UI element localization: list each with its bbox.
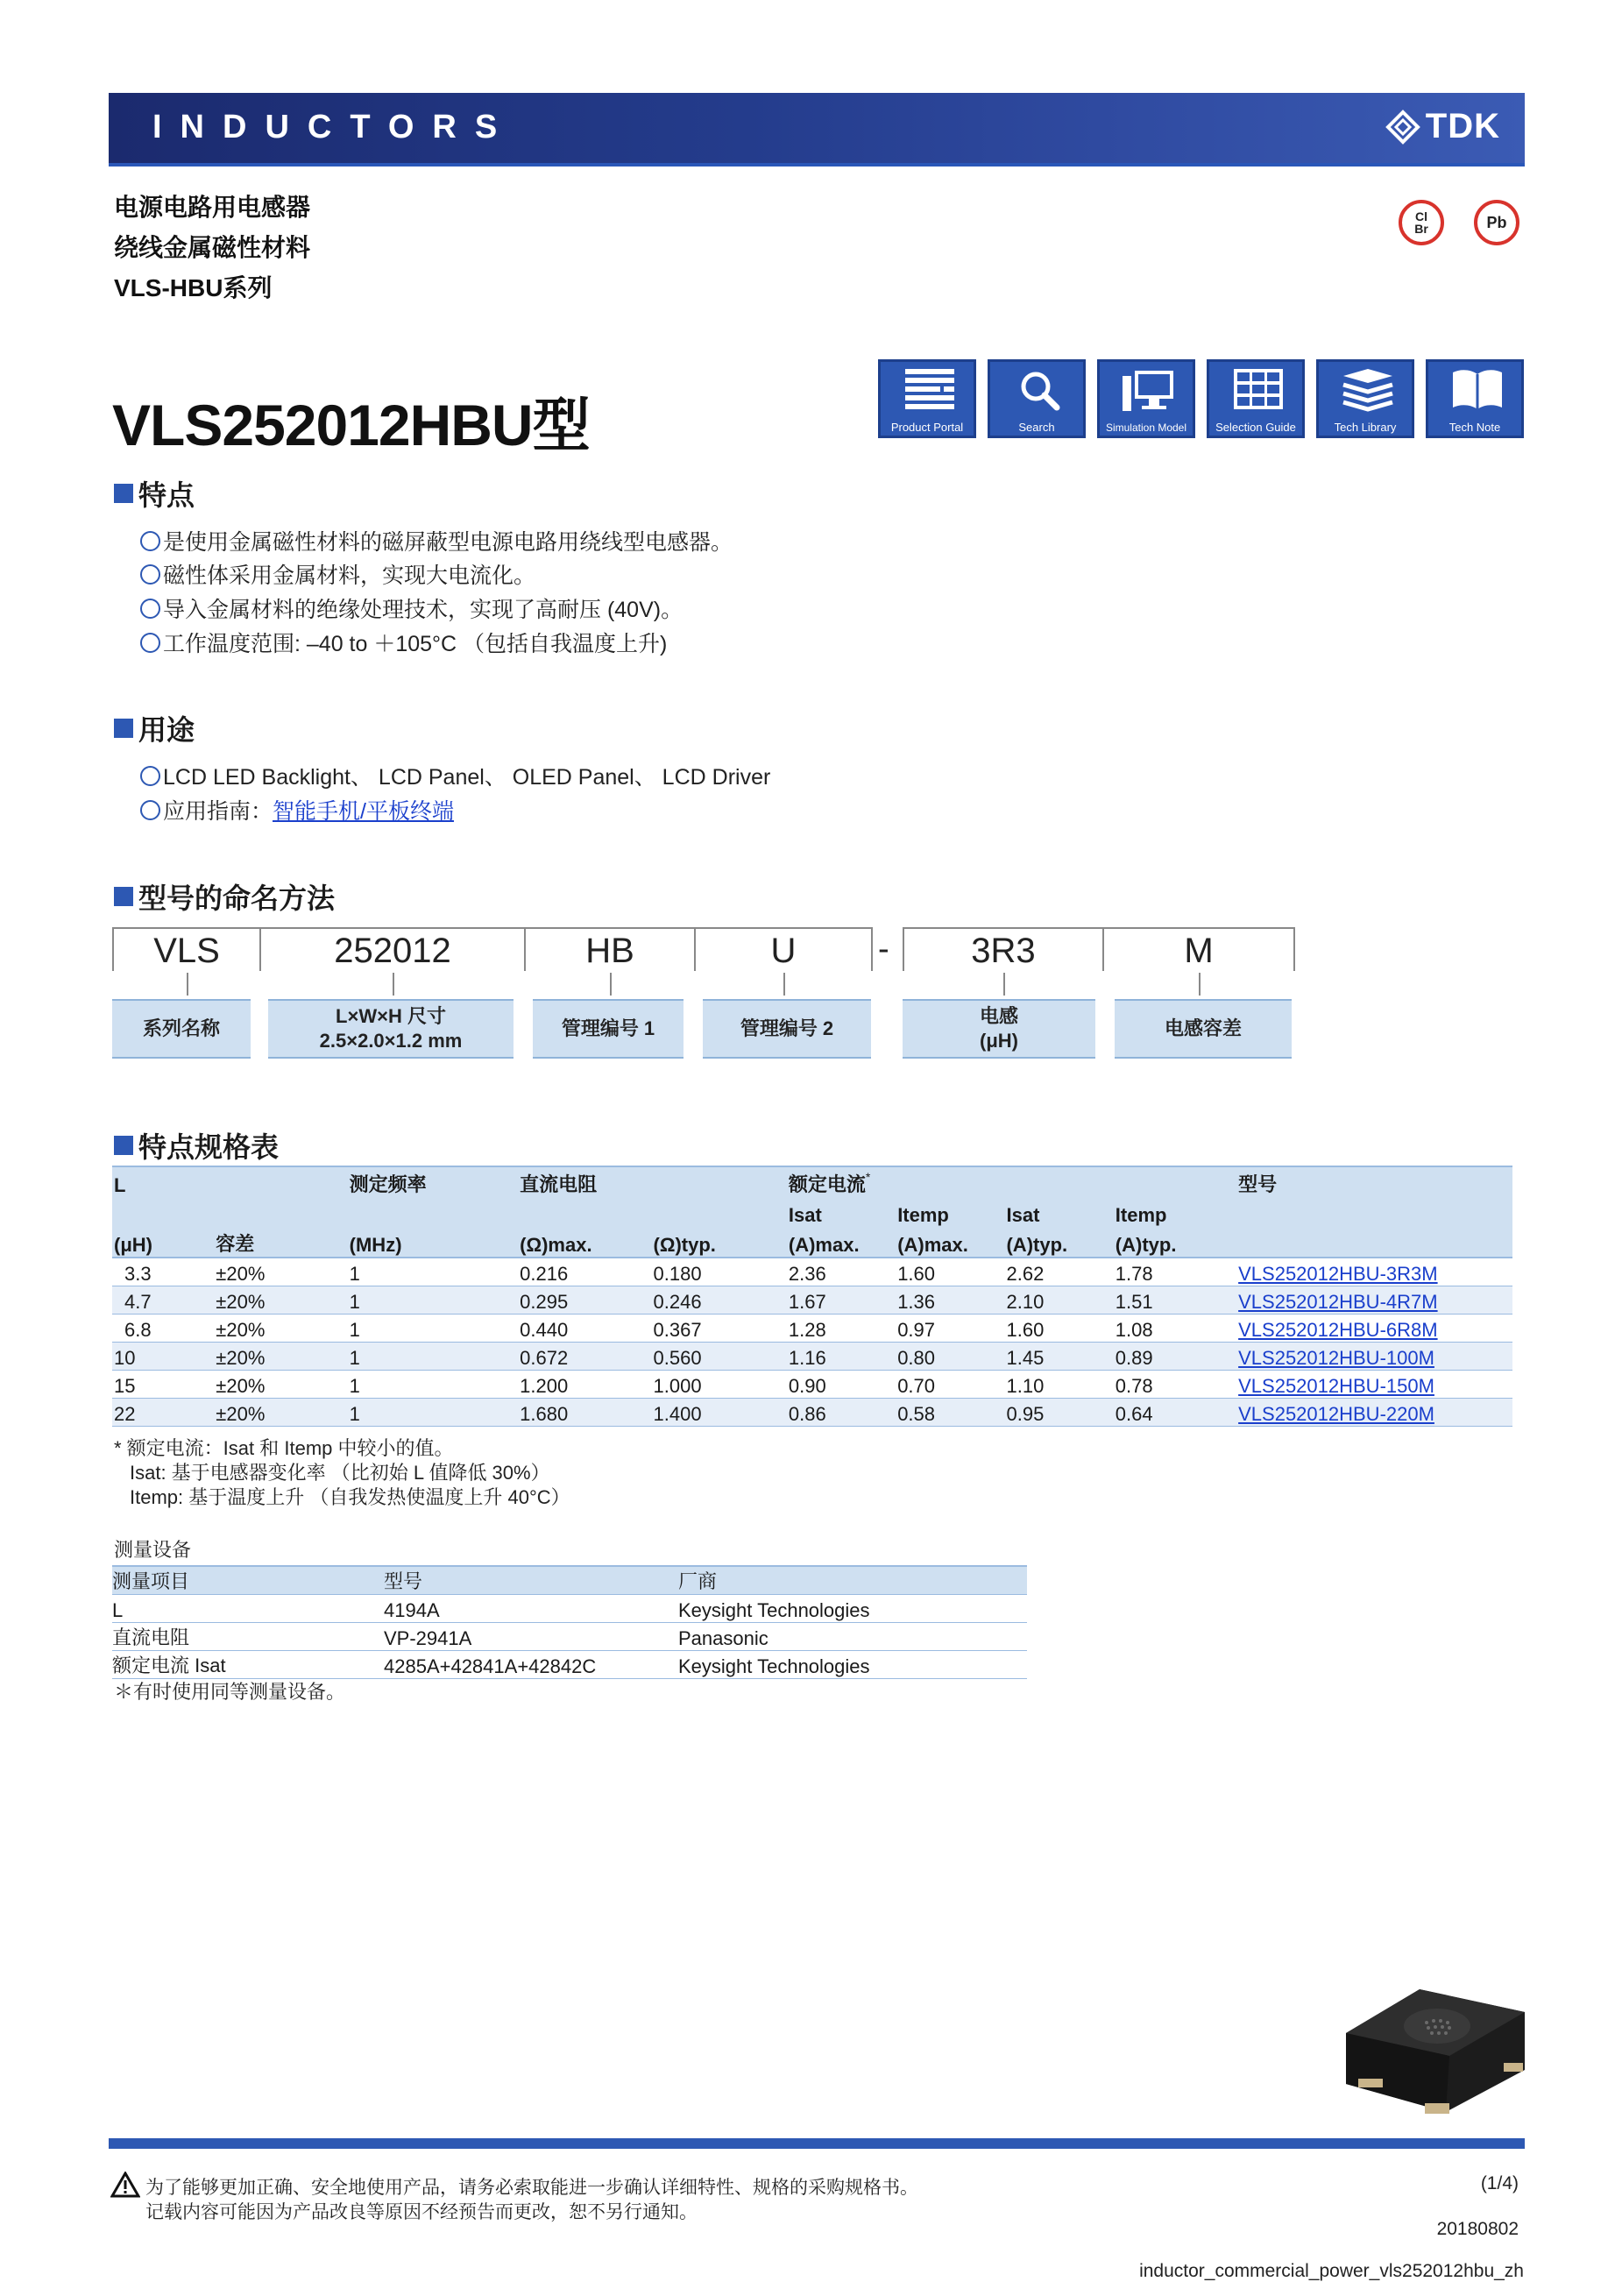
unit-a-typ: (A)typ. [1114,1227,1236,1258]
cell-dcr-max: 1.200 [518,1371,651,1399]
cell-itemp-max: 0.70 [896,1371,1004,1399]
features-heading [114,473,195,514]
cell-model: VP-2941A [384,1623,678,1651]
cell-part [1236,1399,1512,1427]
halogen-cl-text: Cl [1415,209,1427,223]
cell-dcr-typ: 0.246 [652,1286,787,1315]
search-icon [1013,367,1066,413]
cell-freq: 1 [348,1286,518,1315]
naming-label-code2 [703,999,871,1059]
tech-library-icon [1342,367,1394,413]
cell-model: 4194A [384,1595,678,1623]
cell-dcr-max: 0.672 [518,1343,651,1371]
naming-label-series [112,999,251,1059]
naming-part-text: U [770,932,797,970]
cell-part [1236,1315,1512,1343]
naming-label-text: 电感 [979,1005,1018,1027]
footer-warning-2: 记载内容可能因为产品改良等原因不经预告而更改，恕不另行通知。 [145,2202,698,2222]
spec-note: * 额定电流：Isat 和 Itemp 中较小的值。 [114,1437,454,1459]
tdk-logo-icon [1385,110,1420,145]
cell-itemp-max: 1.60 [896,1258,1004,1286]
rated-current-text: 额定电流 [788,1173,866,1195]
cell-isat-max: 0.90 [787,1371,896,1399]
measurement-table [112,1565,1027,1679]
applications-heading [114,708,195,748]
cell-isat-max: 1.67 [787,1286,896,1315]
naming-part-code1 [524,927,696,971]
spec-header-row [112,1166,1512,1197]
naming-label-text: 系列名称 [142,1017,220,1039]
cell-item: 直流电阻 [112,1623,384,1651]
part-number-link[interactable]: VLS252012HBU-100M [1238,1347,1434,1369]
naming-title: 型号的命名方法 [138,882,336,914]
cell-l: 4.7 [112,1286,214,1315]
application-item [140,760,770,791]
cell-l: 15 [112,1371,214,1399]
naming-tick [187,973,188,996]
naming-part-inductance [903,927,1104,971]
cell-freq: 1 [348,1399,518,1427]
cell-itemp-typ: 0.64 [1114,1399,1236,1427]
cell-tol: ±20% [214,1315,347,1343]
table-row [112,1595,1027,1623]
naming-label-text: 电感容差 [1164,1017,1242,1039]
cell-maker: Keysight Technologies [678,1651,1027,1679]
cell-maker: Keysight Technologies [678,1595,1027,1623]
cell-l: 22 [112,1399,214,1427]
subhead-3: VLS-HBU系列 [114,274,273,301]
lead-pb-text: Pb [1486,214,1507,231]
naming-tick [610,973,612,996]
unit-a-max: (A)max. [787,1227,896,1258]
cell-itemp-typ: 1.08 [1114,1315,1236,1343]
cell-maker: Panasonic [678,1623,1027,1651]
tdk-logo[interactable] [1385,107,1500,146]
col-isat-typ: Isat [1004,1197,1113,1227]
feature-text: 导入金属材料的绝缘处理技术，实现了高耐压 (40V)。 [163,598,684,622]
naming-label-code1 [533,999,684,1059]
tech-library-button[interactable] [1316,359,1414,438]
page-number: (1/4) [1480,2173,1519,2193]
cell-item: L [112,1595,384,1623]
inductor-product-image [1341,1972,1533,2121]
spec-title: 特点规格表 [138,1131,280,1163]
col-itemp-typ: Itemp [1114,1197,1236,1227]
unit-mhz: (MHz) [348,1227,518,1258]
cell-dcr-max: 0.440 [518,1315,651,1343]
part-number-link[interactable]: VLS252012HBU-220M [1238,1403,1434,1425]
search-button[interactable] [988,359,1086,438]
cell-itemp-typ: 1.51 [1114,1286,1236,1315]
tech-note-button[interactable] [1426,359,1524,438]
naming-part-tolerance [1102,927,1295,971]
naming-label-text: 管理编号 2 [740,1017,834,1039]
naming-tick [393,973,394,996]
warning-icon [110,2172,140,2198]
applications-title: 用途 [138,714,195,746]
unit-a-max: (A)max. [896,1227,1004,1258]
col-measure-item: 测量项目 [112,1566,384,1595]
part-number-link[interactable]: VLS252012HBU-4R7M [1238,1291,1438,1313]
unit-ohm-max: (Ω)max. [518,1227,651,1258]
naming-part-text: 252012 [334,932,451,970]
feature-text: 工作温度范围: –40 to ＋105°C （包括自我温度上升) [163,632,668,656]
naming-part-code2 [694,927,873,971]
cell-dcr-typ: 1.400 [652,1399,787,1427]
cell-freq: 1 [348,1343,518,1371]
part-number-link[interactable]: VLS252012HBU-150M [1238,1375,1434,1397]
selection-guide-icon [1232,367,1285,413]
part-number-link[interactable]: VLS252012HBU-6R8M [1238,1319,1438,1341]
cell-dcr-max: 1.680 [518,1399,651,1427]
section-square-icon [114,887,133,906]
naming-part-text: VLS [153,932,220,970]
cell-dcr-max: 0.216 [518,1258,651,1286]
rated-star: * [865,1170,871,1184]
table-row [112,1651,1027,1679]
cell-tol: ±20% [214,1286,347,1315]
cell-itemp-typ: 1.78 [1114,1258,1236,1286]
naming-tick [1003,973,1005,996]
table-row [112,1343,1512,1371]
tech-library-label: Tech Library [1334,421,1397,434]
subhead-2: 绕线金属磁性材料 [114,234,311,261]
cell-isat-max: 1.16 [787,1343,896,1371]
cell-isat-max: 0.86 [787,1399,896,1427]
cell-dcr-typ: 1.000 [652,1371,787,1399]
part-number-link[interactable]: VLS252012HBU-3R3M [1238,1263,1438,1285]
measurement-header-row [112,1566,1027,1595]
table-row [112,1286,1512,1315]
spec-note: Isat: 基于电感器变化率 （比初始 L 值降低 30%） [130,1462,550,1484]
naming-label-text: 管理编号 1 [561,1017,655,1039]
table-row [112,1371,1512,1399]
table-row [112,1258,1512,1286]
naming-label-text: (μH) [980,1030,1018,1052]
cell-itemp-typ: 0.78 [1114,1371,1236,1399]
subhead-1: 电源电路用电感器 [114,194,311,221]
cell-isat-typ: 1.60 [1004,1315,1113,1343]
simulation-model-label: Simulation Model [1105,422,1187,434]
cell-dcr-max: 0.295 [518,1286,651,1315]
cell-itemp-max: 0.80 [896,1343,1004,1371]
col-tolerance: 容差 [214,1227,347,1258]
cell-isat-typ: 2.10 [1004,1286,1113,1315]
cell-tol: ±20% [214,1399,347,1427]
naming-tick [1199,973,1201,996]
cell-isat-max: 2.36 [787,1258,896,1286]
cell-l: 3.3 [112,1258,214,1286]
cell-freq: 1 [348,1315,518,1343]
simulation-model-button[interactable] [1097,359,1195,438]
col-maker: 厂商 [678,1566,1027,1595]
cell-itemp-max: 1.36 [896,1286,1004,1315]
naming-part-text: HB [585,932,634,970]
halogen-free-mark [1399,200,1444,245]
cell-itemp-max: 0.97 [896,1315,1004,1343]
lead-free-mark [1474,200,1519,245]
spec-heading [114,1125,279,1166]
simulation-model-icon [1123,367,1175,413]
cell-part [1236,1286,1512,1315]
section-square-icon [114,719,133,738]
unit-uh: (μH) [112,1227,214,1258]
spec-note: Itemp: 基于温度上升 （自我发热使温度上升 40°C） [130,1486,570,1508]
naming-label-text: 2.5×2.0×1.2 mm [319,1030,463,1052]
application-guide [140,794,454,826]
col-isat-max: Isat [787,1197,896,1227]
naming-part-series [112,927,261,971]
application-guide-prefix: 应用指南： [163,799,273,824]
col-freq: 测定频率 [348,1166,518,1197]
bullet-circle-icon [140,599,160,619]
bullet-circle-icon [140,800,160,820]
tech-note-icon [1451,367,1504,413]
unit-ohm-typ: (Ω)typ. [652,1227,787,1258]
cell-isat-typ: 1.45 [1004,1343,1113,1371]
application-guide-link[interactable]: 智能手机/平板终端 [273,799,454,824]
cell-l: 10 [112,1343,214,1371]
cell-isat-typ: 0.95 [1004,1399,1113,1427]
naming-part-size [259,927,526,971]
bullet-circle-icon [140,564,160,585]
col-part-number: 型号 [1236,1166,1512,1197]
feature-item [140,525,733,556]
table-row [112,1623,1027,1651]
cell-l: 6.8 [112,1315,214,1343]
cell-freq: 1 [348,1258,518,1286]
cell-dcr-typ: 0.180 [652,1258,787,1286]
footer-warning-1: 为了能够更加正确、安全地使用产品，请务必索取能进一步确认详细特性、规格的采购规格书。 [145,2178,918,2198]
col-dcr: 直流电阻 [518,1166,651,1197]
table-row [112,1399,1512,1427]
naming-part-text: 3R3 [971,932,1036,970]
naming-label-tolerance [1115,999,1292,1059]
doc-id: inductor_commercial_power_vls252012hbu_zh [1139,2261,1524,2281]
application-text: LCD LED Backlight、 LCD Panel、 OLED Panel、 LCD Driver [163,765,771,790]
cell-dcr-typ: 0.367 [652,1315,787,1343]
table-row [112,1315,1512,1343]
doc-date: 20180802 [1436,2219,1519,2239]
section-square-icon [114,1136,133,1155]
bullet-circle-icon [140,633,160,653]
product-portal-icon [903,367,956,413]
feature-text: 是使用金属磁性材料的磁屏蔽型电源电路用绕线型电感器。 [163,530,733,555]
selection-guide-label: Selection Guide [1215,421,1296,434]
cell-dcr-typ: 0.560 [652,1343,787,1371]
feature-item [140,592,683,624]
page-title: VLS252012HBU型 [112,393,590,457]
measurement-note: ＊有时使用同等测量设备。 [114,1681,346,1703]
feature-text: 磁性体采用金属材料，实现大电流化。 [163,563,536,588]
naming-label-size [268,999,514,1059]
features-title: 特点 [138,479,195,511]
tech-note-label: Tech Note [1448,421,1501,434]
spec-header-row [112,1227,1512,1258]
header-band [109,93,1525,167]
header-title: INDUCTORS [152,109,516,145]
cell-tol: ±20% [214,1258,347,1286]
cell-itemp-typ: 0.89 [1114,1343,1236,1371]
product-portal-button[interactable] [878,359,976,438]
col-model: 型号 [384,1566,678,1595]
cell-isat-typ: 1.10 [1004,1371,1113,1399]
tdk-logo-text: TDK [1425,107,1500,145]
bullet-circle-icon [140,531,160,551]
selection-guide-button[interactable] [1207,359,1305,438]
cell-tol: ±20% [214,1343,347,1371]
cell-isat-max: 1.28 [787,1315,896,1343]
cell-model: 4285A+42841A+42842C [384,1651,678,1679]
cell-tol: ±20% [214,1371,347,1399]
unit-a-typ: (A)typ. [1004,1227,1113,1258]
col-itemp-max: Itemp [896,1197,1004,1227]
cell-itemp-max: 0.58 [896,1399,1004,1427]
cell-isat-typ: 2.62 [1004,1258,1113,1286]
col-rated-current [787,1166,1005,1197]
naming-label-inductance [903,999,1095,1059]
cell-freq: 1 [348,1371,518,1399]
col-l: L [112,1166,214,1197]
spec-table [112,1166,1512,1427]
cell-part [1236,1371,1512,1399]
naming-tick [783,973,785,996]
spec-header-row [112,1197,1512,1227]
feature-item [140,627,667,658]
measurement-title: 测量设备 [114,1539,192,1561]
naming-dash: - [878,931,889,967]
naming-heading [114,876,335,917]
footer-bar [109,2138,1525,2149]
bullet-circle-icon [140,766,160,786]
search-label: Search [1018,421,1055,434]
halogen-br-text: Br [1414,222,1428,236]
section-square-icon [114,484,133,503]
cell-item: 额定电流 Isat [112,1651,384,1679]
cell-part [1236,1258,1512,1286]
feature-item [140,558,535,590]
naming-label-text: L×W×H 尺寸 [336,1005,446,1027]
product-portal-label: Product Portal [890,421,964,434]
naming-part-text: M [1184,932,1214,970]
cell-part [1236,1343,1512,1371]
